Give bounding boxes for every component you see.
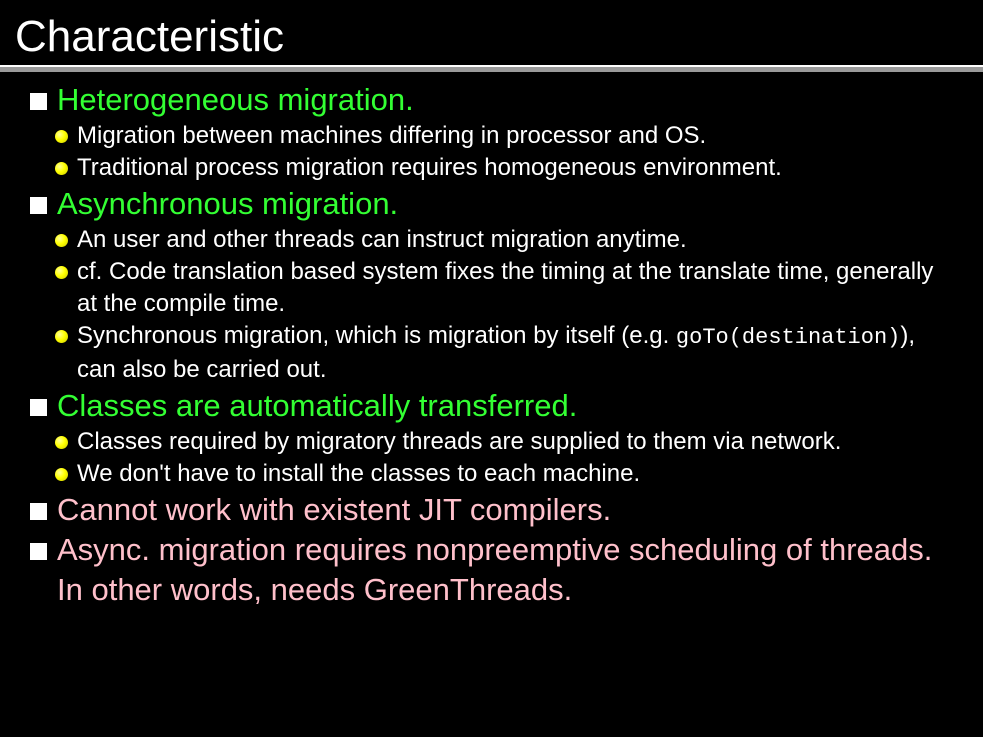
- sub-bullet: [0, 224, 983, 256]
- square-bullet-icon: [30, 197, 47, 214]
- square-bullet-icon: [30, 399, 47, 416]
- sub-bullet-text: Traditional process migration requires homogeneous environment.: [77, 154, 782, 181]
- sub-bullet: [0, 256, 983, 320]
- sub-bullet-text-after: ), can also be carried out.: [77, 322, 916, 383]
- bullet-heading: Cannot work with existent JIT compilers.: [57, 492, 612, 527]
- sub-bullet-text-before: Synchronous migration, which is migration by itself (e.g.: [77, 322, 676, 349]
- sub-bullet: [0, 426, 983, 458]
- sub-bullet-text: Migration between machines differing in processor and OS.: [77, 122, 707, 149]
- bullet-heading: Heterogeneous migration.: [57, 82, 414, 117]
- bullet-heading: Classes are automatically transferred.: [57, 388, 578, 423]
- dot-bullet-icon: [55, 266, 68, 279]
- bullet-heterogeneous-migration: [0, 80, 983, 120]
- dot-bullet-icon: [55, 162, 68, 175]
- sub-bullet: [0, 320, 983, 386]
- slide-title: Characteristic: [15, 12, 284, 61]
- bullet-jit-compilers: [0, 490, 983, 530]
- square-bullet-icon: [30, 93, 47, 110]
- sub-bullet: [0, 458, 983, 490]
- bullet-green-threads: [0, 530, 983, 610]
- title-divider: [0, 65, 983, 72]
- code-snippet: goTo(destination): [675, 325, 901, 350]
- sub-bullet: [0, 152, 983, 184]
- sub-bullet-text: An user and other threads can instruct migration anytime.: [77, 226, 687, 253]
- dot-bullet-icon: [55, 436, 68, 449]
- bullet-heading: Async. migration requires nonpreemptive scheduling of threads. In other words, needs GreenThreads.: [57, 532, 933, 607]
- sub-bullet-text: We don't have to install the classes to each machine.: [77, 460, 641, 487]
- bullet-asynchronous-migration: [0, 184, 983, 224]
- dot-bullet-icon: [55, 330, 68, 343]
- dot-bullet-icon: [55, 234, 68, 247]
- square-bullet-icon: [30, 543, 47, 560]
- sub-bullet-text: cf. Code translation based system fixes the timing at the translate time, generally at the compile time.: [77, 258, 934, 317]
- bullet-classes-transferred: [0, 386, 983, 426]
- sub-bullet: [0, 120, 983, 152]
- sub-bullet-text: Classes required by migratory threads are supplied to them via network.: [77, 428, 842, 455]
- square-bullet-icon: [30, 503, 47, 520]
- slide-content: [0, 80, 983, 610]
- dot-bullet-icon: [55, 468, 68, 481]
- dot-bullet-icon: [55, 130, 68, 143]
- bullet-heading: Asynchronous migration.: [57, 186, 399, 221]
